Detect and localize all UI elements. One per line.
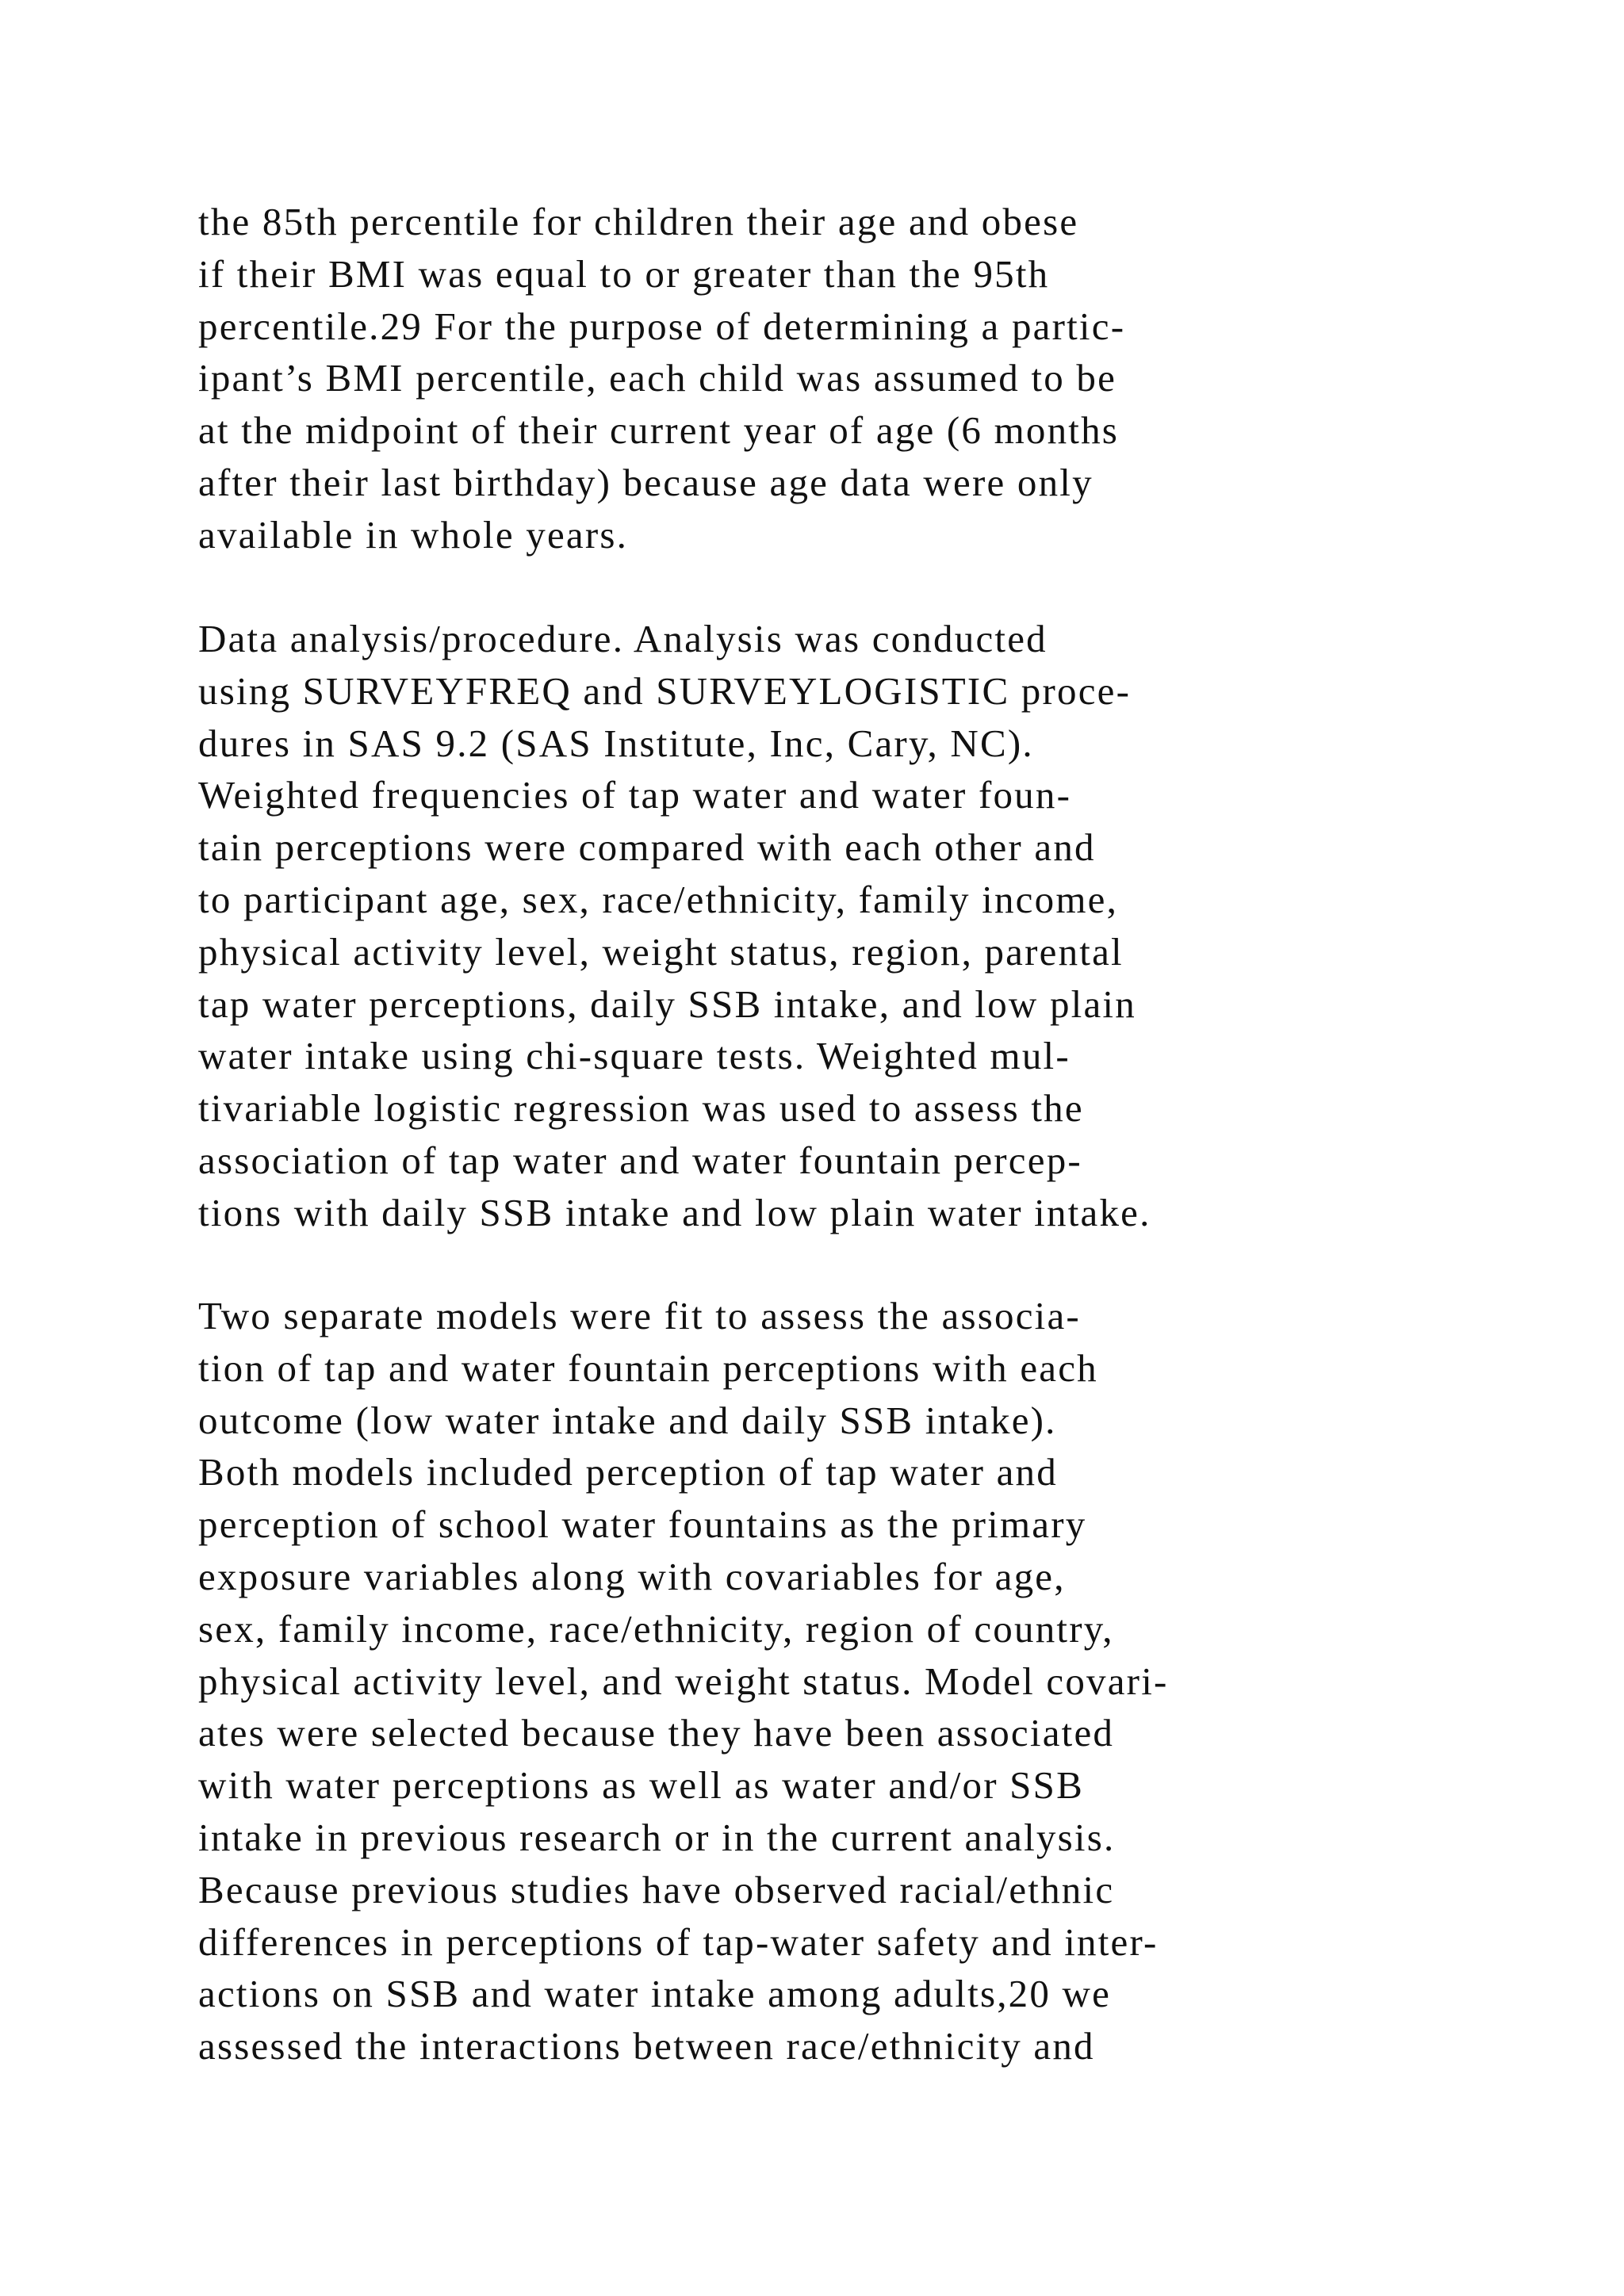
text-line: water intake using chi-square tests. Weighted mul- <box>198 1034 1071 1078</box>
text-line: physical activity level, weight status, region, parental <box>198 929 1124 974</box>
paragraph-bmi-percentile <box>198 196 1562 561</box>
text-line: available in whole years. <box>198 512 629 557</box>
paragraph-data-analysis <box>198 613 1562 1239</box>
text-line: tain perceptions were compared with each other and <box>198 825 1096 870</box>
text-line: with water perceptions as well as water and/or SSB <box>198 1763 1084 1808</box>
text-line: tap water perceptions, daily SSB intake, and low plain <box>198 982 1136 1026</box>
text-line: intake in previous research or in the current analysis. <box>198 1815 1116 1859</box>
text-line: association of tap water and water fountain percep- <box>198 1138 1082 1182</box>
text-line: dures in SAS 9.2 (SAS Institute, Inc, Cary, NC). <box>198 721 1034 765</box>
text-line: perception of school water fountains as the primary <box>198 1502 1087 1547</box>
text-line: differences in perceptions of tap-water safety and inter- <box>198 1919 1159 1964</box>
text-line: after their last birthday) because age data were only <box>198 460 1094 504</box>
text-line: outcome (low water intake and daily SSB intake). <box>198 1398 1057 1442</box>
text-line: at the midpoint of their current year of age (6 months <box>198 408 1120 453</box>
text-line: Weighted frequencies of tap water and water foun- <box>198 773 1072 817</box>
text-line: ates were selected because they have been associated <box>198 1711 1115 1755</box>
text-line: to participant age, sex, race/ethnicity, family income, <box>198 877 1119 921</box>
text-line: ipant’s BMI percentile, each child was assumed to be <box>198 356 1117 400</box>
paragraph-models <box>198 1290 1562 2072</box>
text-line: exposure variables along with covariables for age, <box>198 1554 1066 1598</box>
text-line: percentile.29 For the purpose of determining a partic- <box>198 304 1126 348</box>
text-line: assessed the interactions between race/ethnicity and <box>198 2024 1095 2068</box>
text-line: physical activity level, and weight status. Model covari- <box>198 1659 1169 1703</box>
text-line: the 85th percentile for children their age and obese <box>198 200 1079 243</box>
text-line: actions on SSB and water intake among adults,20 we <box>198 1972 1112 2016</box>
text-line: Because previous studies have observed racial/ethnic <box>198 1867 1115 1911</box>
text-line: sex, family income, race/ethnicity, region of country, <box>198 1606 1114 1651</box>
text-line: tions with daily SSB intake and low plain water intake. <box>198 1190 1151 1234</box>
text-line: if their BMI was equal to or greater than the 95th <box>198 251 1050 296</box>
text-line: tivariable logistic regression was used to assess the <box>198 1086 1084 1131</box>
text-line: using SURVEYFREQ and SURVEYLOGISTIC proce- <box>198 668 1132 713</box>
text-line: Both models included perception of tap water and <box>198 1450 1058 1494</box>
text-line: tion of tap and water fountain perceptions with each <box>198 1345 1098 1390</box>
text-line: Data analysis/procedure. Analysis was conducted <box>198 617 1048 660</box>
text-line: Two separate models were fit to assess the associa- <box>198 1294 1081 1337</box>
